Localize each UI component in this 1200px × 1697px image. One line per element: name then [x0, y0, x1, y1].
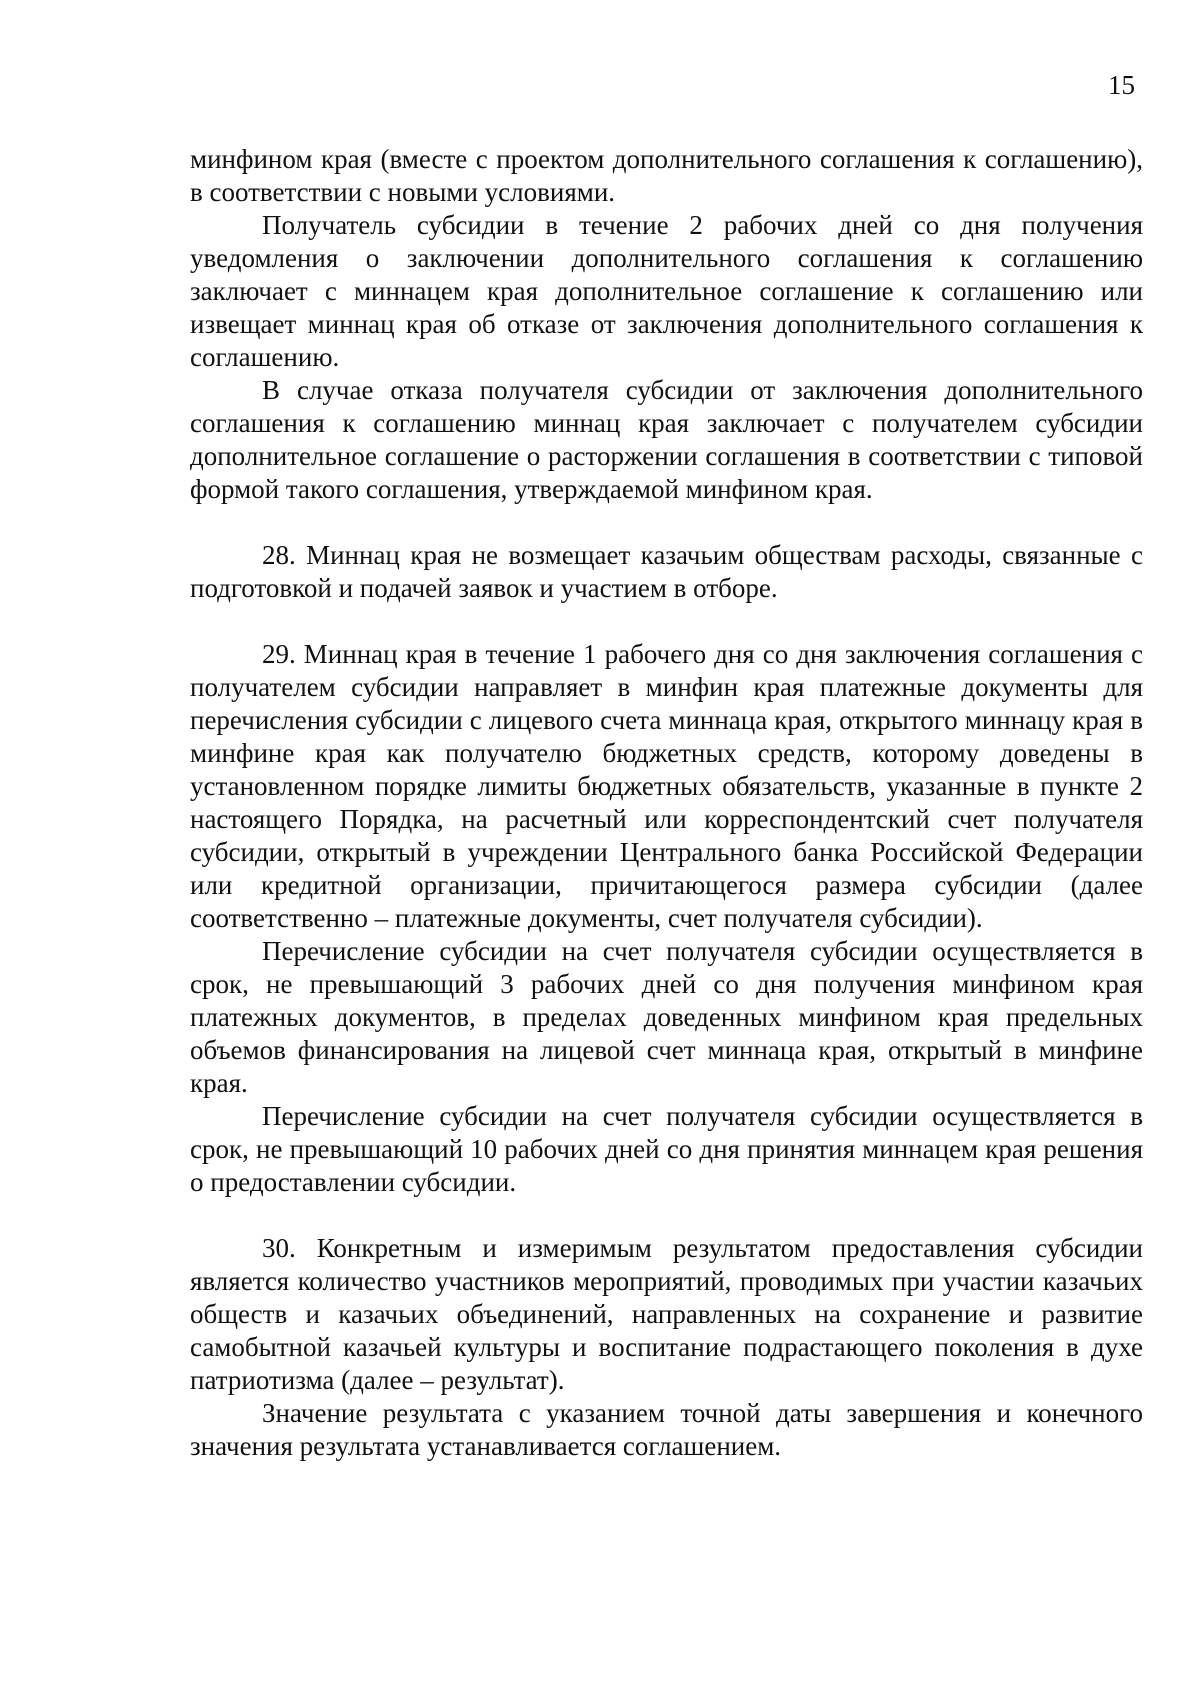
paragraph-result-value: Значение результата с указанием точной даты завершения и конечного значения результата устанавливается соглашением. [190, 1398, 1143, 1461]
paragraph-transfer-term-10-days: Перечисление субсидии на счет получателя субсидии осуществляется в срок, не превышающий 10 рабочих дней со дня принятия миннацем края решения о предоставлении субсидии. [190, 1101, 1143, 1197]
paragraph-recipient-signing: Получатель субсидии в течение 2 рабочих дней со дня получения уведомления о заключении дополнительного соглашения к соглашению заключает с миннацем края дополнительное соглашение к соглашению или извещает миннац края об отказе от заключения дополнительного соглашения к соглашению. [190, 210, 1143, 372]
paragraph-refusal-case: В случае отказа получателя субсидии от заключения дополнительного соглашения к соглашению миннац края заключает с получателем субсидии дополнительное соглашение о расторжении соглашения в соответствии с типовой формой такого соглашения, утверждаемой минфином края. [190, 375, 1143, 504]
paragraph-continuation: минфином края (вместе с проектом дополнительного соглашения к соглашению), в соответствии с новыми условиями. [190, 144, 1143, 207]
paragraph-item-30: 30. Конкретным и измеримым результатом предоставления субсидии является количество участников мероприятий, проводимых при участии казачьих обществ и казачьих объединений, направленных на сохранение и развитие самобытной казачьей культуры и воспитание подрастающего поколения в духе патриотизма (далее – результат). [190, 1233, 1143, 1395]
paragraph-transfer-term-3-days: Перечисление субсидии на счет получателя субсидии осуществляется в срок, не превышающий 3 рабочих дней со дня получения минфином края платежных документов, в пределах доведенных минфином края предельных объемов финансирования на лицевой счет миннаца края, открытый в минфине края. [190, 936, 1143, 1098]
paragraph-item-28: 28. Миннац края не возмещает казачьим обществам расходы, связанные с подготовкой и подачей заявок и участием в отборе. [190, 540, 1143, 603]
paragraph-item-29: 29. Миннац края в течение 1 рабочего дня со дня заключения соглашения с получателем субсидии направляет в минфин края платежные документы для перечисления субсидии с лицевого счета миннаца края, открытого миннацу края в минфине края как получателю бюджетных средств, которому доведены в установленном порядке лимиты бюджетных обязательств, указанные в пункте 2 настоящего Порядка, на расчетный или корреспондентский счет получателя субсидии, открытый в учреждении Центрального банка Российской Федерации или кредитной организации, причитающегося размера субсидии (далее соответственно – платежные документы, счет получателя субсидии). [190, 639, 1143, 933]
page-number: 15 [1108, 70, 1135, 100]
document-body [190, 143, 1143, 1463]
